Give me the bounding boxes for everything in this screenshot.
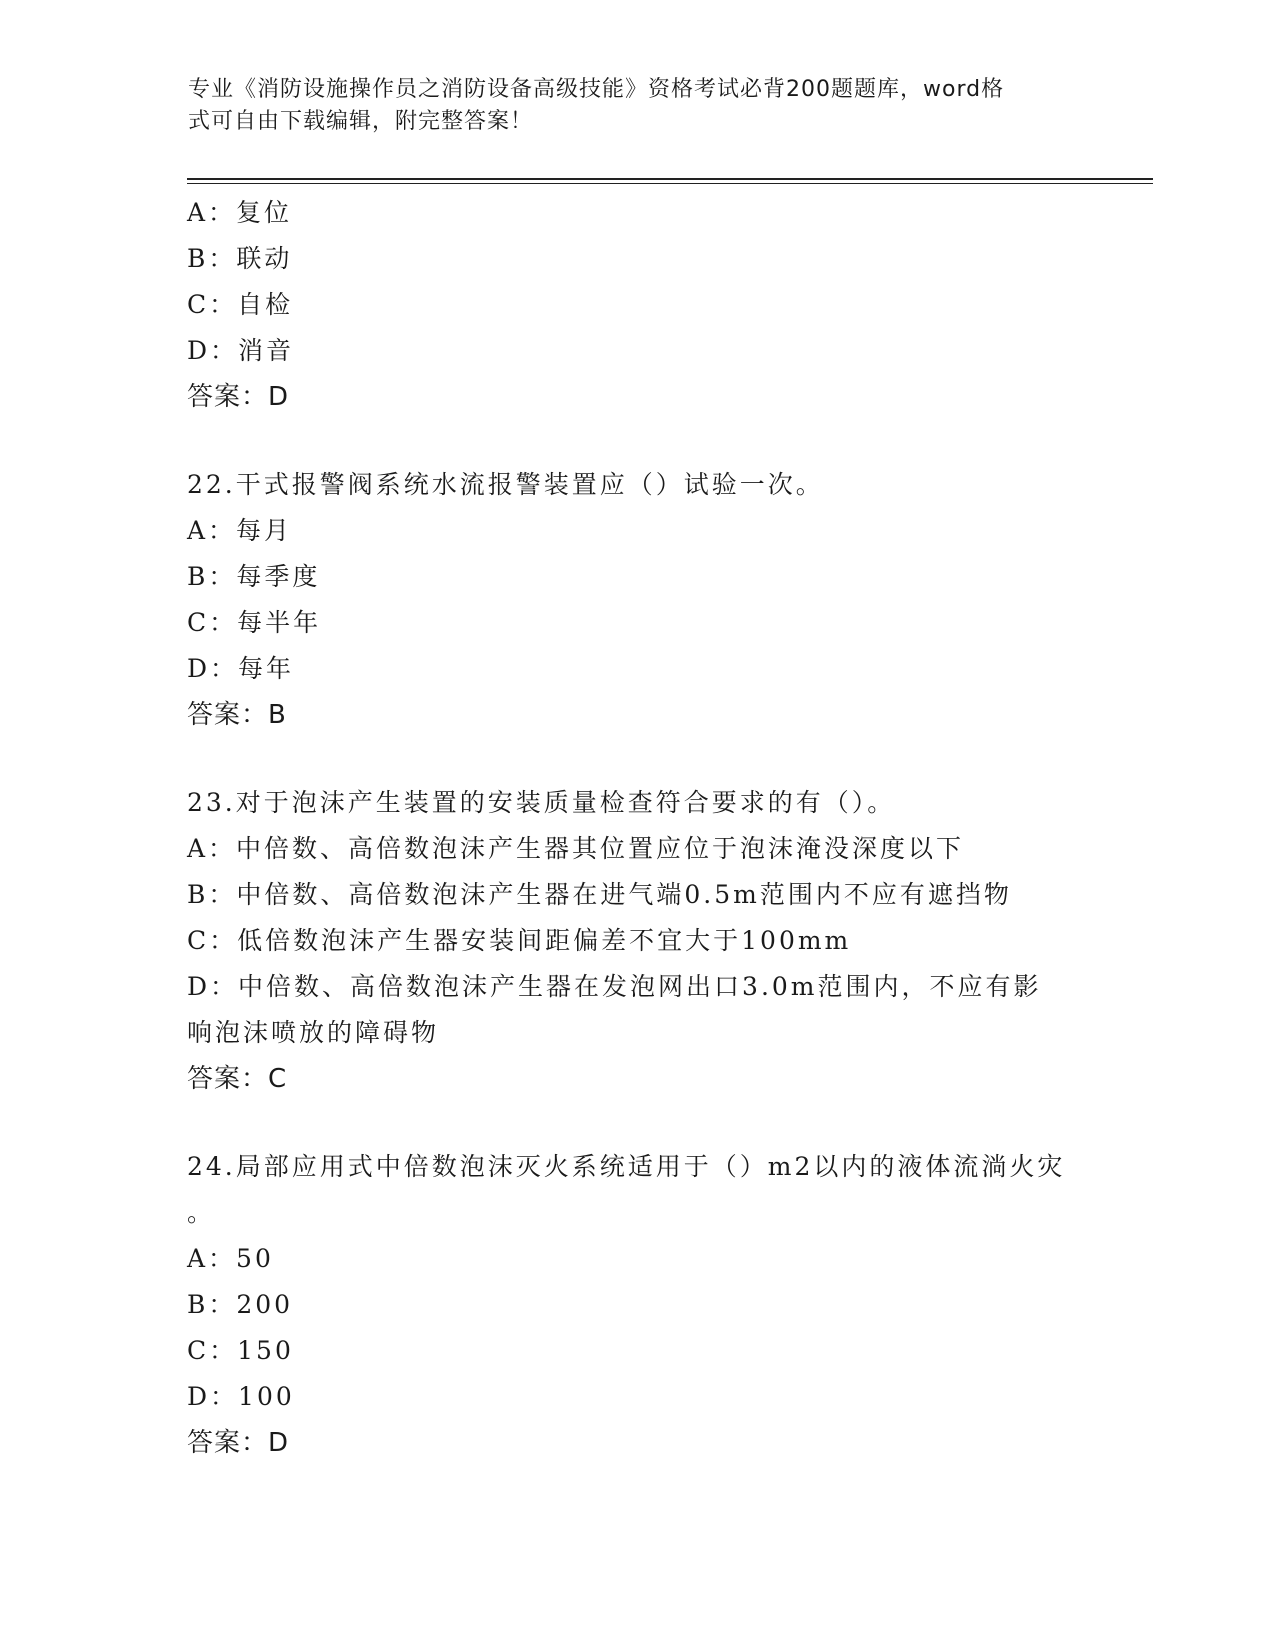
option-c: C：150 <box>187 1336 294 1365</box>
option-a: A：中倍数、高倍数泡沫产生器其位置应位于泡沫淹没深度以下 <box>187 834 965 863</box>
answer: 答案：C <box>187 1064 288 1094</box>
question-23 <box>187 780 1087 1102</box>
question-text: 23.对于泡沫产生装置的安装质量检查符合要求的有（）。 <box>187 788 896 817</box>
answer: 答案：D <box>187 1428 290 1458</box>
option-d: D：每年 <box>187 654 295 683</box>
answer: 答案：D <box>187 382 290 412</box>
option-c: C：自检 <box>187 290 294 319</box>
question-22 <box>187 462 1087 738</box>
option-b: B：200 <box>187 1290 294 1319</box>
document-header <box>188 74 1068 138</box>
header-divider-thick <box>187 178 1153 180</box>
question-21 <box>187 190 1087 420</box>
option-d: D：100 <box>187 1382 295 1411</box>
option-d: D：中倍数、高倍数泡沫产生器在发泡网出口3.0m范围内，不应有影 <box>187 972 1042 1001</box>
question-text: 22.干式报警阀系统水流报警装置应（）试验一次。 <box>187 470 824 499</box>
option-b: B：中倍数、高倍数泡沫产生器在进气端0.5m范围内不应有遮挡物 <box>187 880 1012 909</box>
option-c: C：低倍数泡沫产生器安装间距偏差不宜大于100mm <box>187 926 852 955</box>
option-d-continued: 响泡沫喷放的障碍物 <box>187 1018 440 1047</box>
option-a: A：每月 <box>187 516 293 545</box>
option-d: D：消音 <box>187 336 295 365</box>
question-list <box>187 190 1087 1466</box>
option-b: B：每季度 <box>187 562 321 591</box>
header-line-2: 式可自由下载编辑，附完整答案！ <box>188 109 534 134</box>
option-c: C：每半年 <box>187 608 322 637</box>
header-line-1: 专业《消防设施操作员之消防设备高级技能》资格考试必背200题题库，word格 <box>188 77 1005 102</box>
header-divider-thin <box>187 183 1153 184</box>
option-a: A：50 <box>187 1244 274 1273</box>
option-a: A：复位 <box>187 198 293 227</box>
option-b: B：联动 <box>187 244 293 273</box>
answer: 答案：B <box>187 700 287 730</box>
question-text: 24.局部应用式中倍数泡沫灭火系统适用于（）m2以内的液体流淌火灾 <box>187 1152 1066 1181</box>
question-24 <box>187 1144 1087 1466</box>
question-text-continued: 。 <box>187 1198 216 1227</box>
